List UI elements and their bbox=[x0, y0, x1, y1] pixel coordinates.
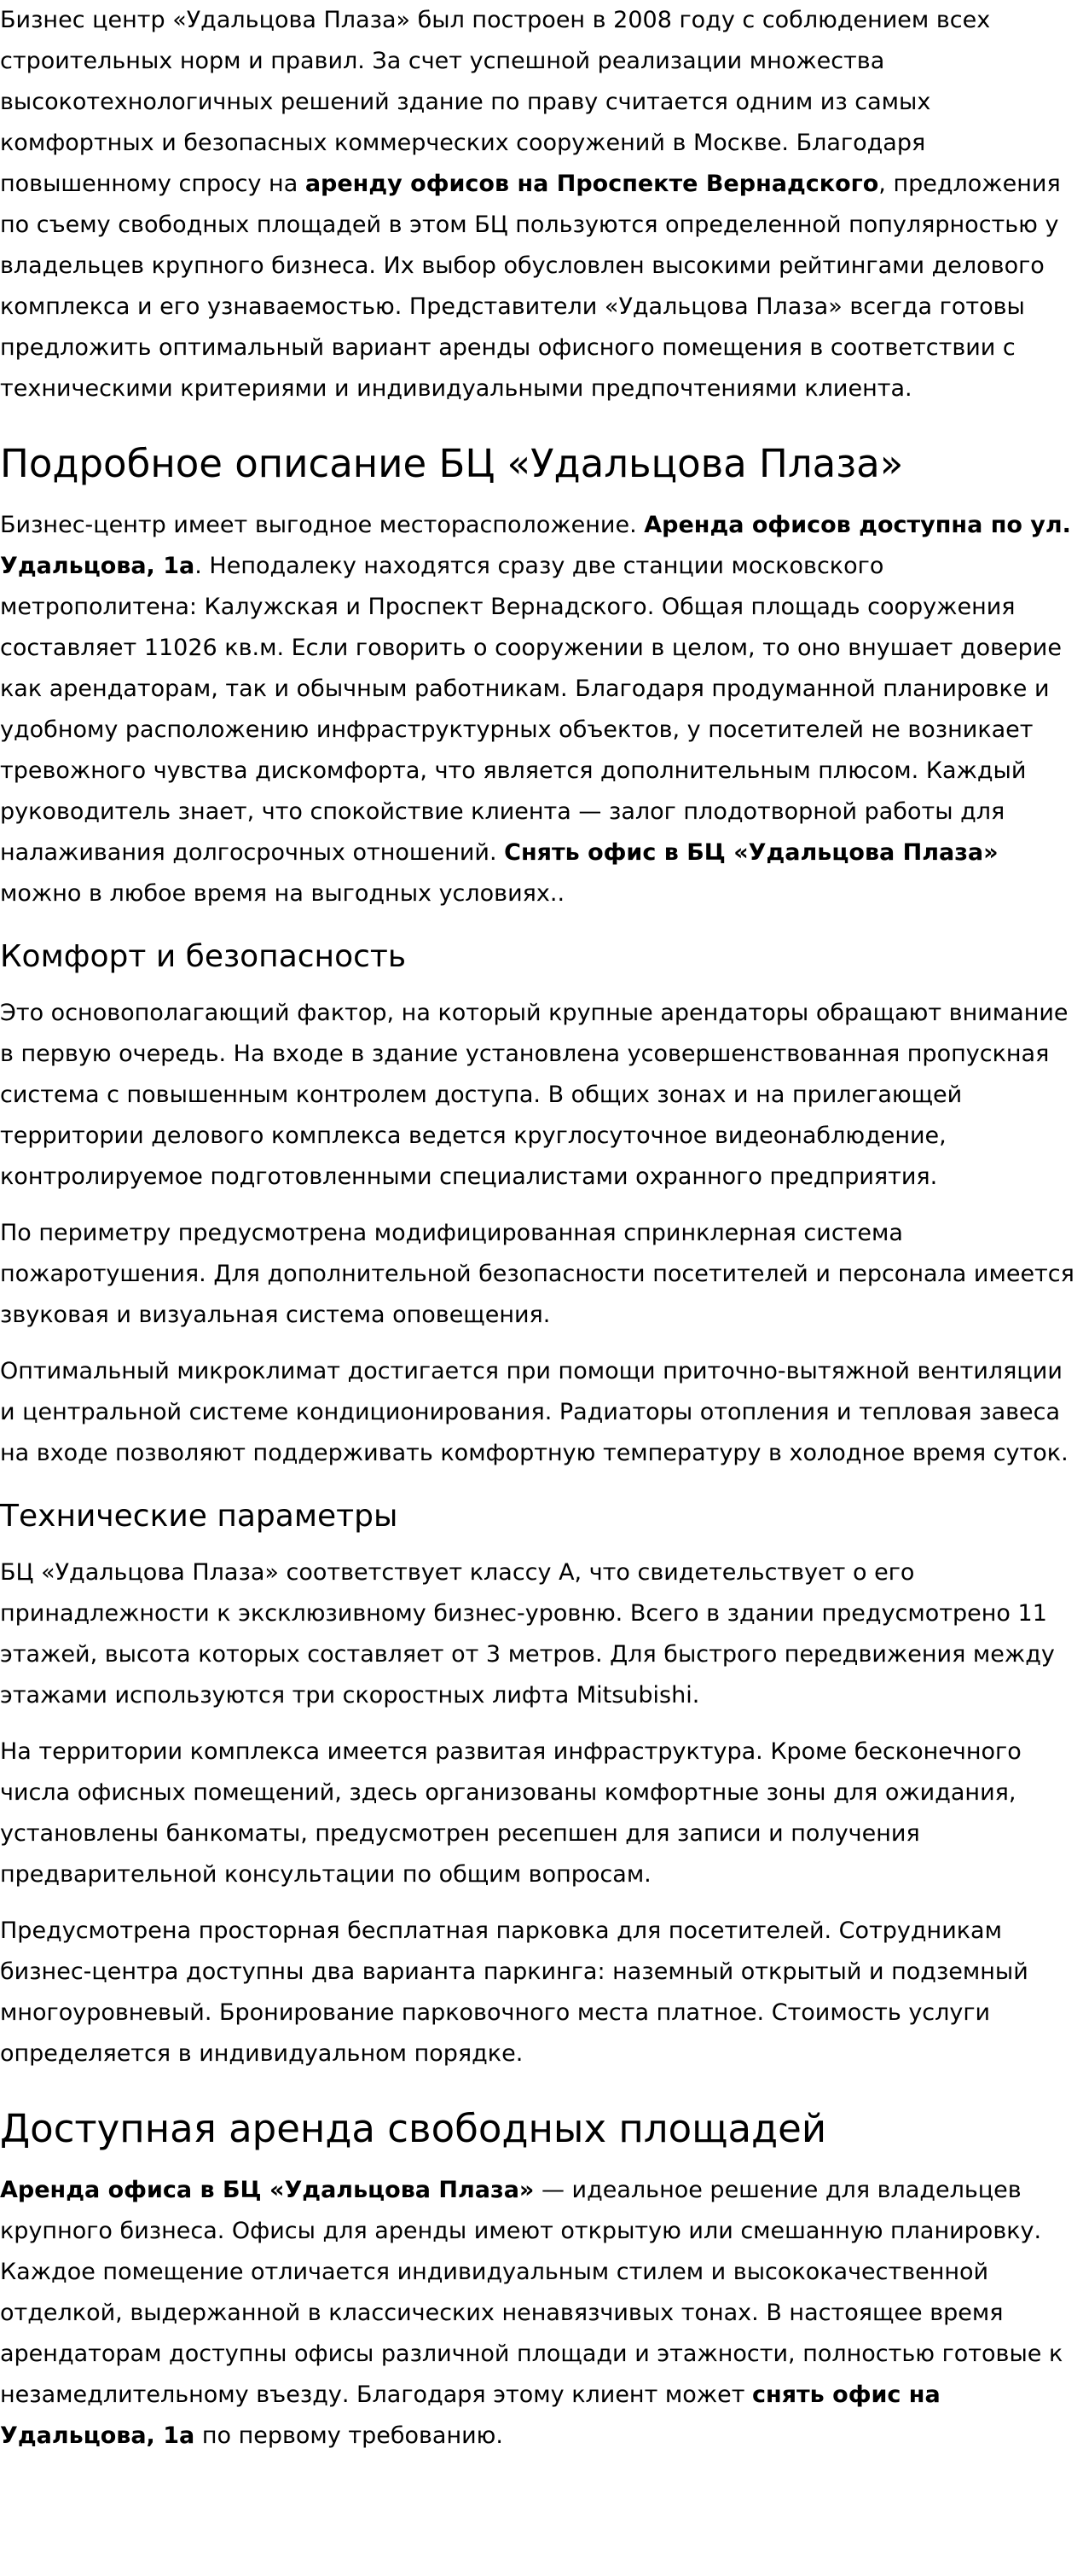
description-text-2: . Неподалеку находятся сразу две станции московского метрополитена: Калужская и Проспект Вернадского. Общая площадь сооружения составляет 11026 кв.м. Если говорить о сооружении в целом, то оно внушает доверие как арендаторам, так и обычным работникам. Благодаря продуманной планировке и удобному расположению инфраструктурных объектов, у посетителей не возникает тревожного чувства дискомфорта, что является дополнительным плюсом. Каждый руководитель знает, что спокойствие клиента — залог плодотворной работы для налаживания долгосрочных отношений. bbox=[0, 553, 1062, 866]
comfort-paragraph-3: Оптимальный микроклимат достигается при помощи приточно-вытяжной вентиляции и центральной системе кондиционирования. Радиаторы отопления и тепловая завеса на входе позволяют поддерживать комфортную температуру в холодное время суток. bbox=[0, 1358, 1069, 1466]
technical-paragraph-2: На территории комплекса имеется развитая инфраструктура. Кроме бесконечного числа офисных помещений, здесь организованы комфортные зоны для ожидания, установлены банкоматы, предусмотрен ресепшен для записи и получения предварительной консультации по общим вопросам. bbox=[0, 1738, 1022, 1888]
intro-text-2: , предложения по съему свободных площадей в этом БЦ пользуются определенной популярностью у владельцев крупного бизнеса. Их выбор обусловлен высокими рейтингами делового комплекса и его узнаваемостью. Представители «Удальцова Плаза» всегда готовы предложить оптимальный вариант аренды офисного помещения в соответствии с техническими критериями и индивидуальными предпочтениями клиента. bbox=[0, 171, 1061, 402]
description-bold-rent: Снять офис в БЦ «Удальцова Плаза» bbox=[504, 839, 999, 866]
comfort-paragraph-2: По периметру предусмотрена модифицированная спринклерная система пожаротушения. Для дополнительной безопасности посетителей и персонала имеется звуковая и визуальная система оповещения. bbox=[0, 1220, 1074, 1328]
intro-bold-rent-offices: аренду офисов на Проспекте Вернадского bbox=[304, 171, 879, 197]
rental-bold-address: снять офис на Удальцова, 1а bbox=[0, 2382, 941, 2449]
technical-paragraph-1: БЦ «Удальцова Плаза» соответствует классу А, что свидетельствует о его принадлежности к эксклюзивному бизнес-уровню. Всего в здании предусмотрено 11 этажей, высота которых составляет от 3 метров. Для быстрого передвижения между этажами используются три скоростных лифта Mitsubishi. bbox=[0, 1559, 1055, 1709]
description-paragraph bbox=[0, 505, 1081, 914]
rental-heading: Доступная аренда свободных площадей bbox=[0, 2106, 827, 2151]
description-heading: Подробное описание БЦ «Удальцова Плаза» bbox=[0, 441, 904, 486]
description-text-3: можно в любое время на выгодных условиях.. bbox=[0, 880, 565, 907]
intro-paragraph bbox=[0, 0, 1081, 409]
comfort-heading: Комфорт и безопасность bbox=[0, 939, 407, 974]
technical-paragraph-3: Предусмотрена просторная бесплатная парковка для посетителей. Сотрудникам бизнес-центра доступны два варианта паркинга: наземный открытый и подземный многоуровневый. Бронирование парковочного места платное. Стоимость услуги определяется в индивидуальном порядке. bbox=[0, 1917, 1028, 2067]
description-text-1: Бизнес-центр имеет выгодное месторасположение. bbox=[0, 512, 645, 538]
rental-paragraph bbox=[0, 2170, 1081, 2457]
intro-text-1: Бизнес центр «Удальцова Плаза» был построен в 2008 году с соблюдением всех строительных норм и правил. За счет успешной реализации множества высокотехнологичных решений здание по праву считается одним из самых комфортных и безопасных коммерческих сооружений в Москве. Благодаря повышенному спросу на bbox=[0, 7, 991, 197]
technical-heading: Технические параметры bbox=[0, 1499, 398, 1534]
rental-text-1: — идеальное решение для владельцев крупного бизнеса. Офисы для аренды имеют открытую или смешанную планировку. Каждое помещение отличается индивидуальным стилем и высококачественной отделкой, выдержанной в классических ненавязчивых тонах. В настоящее время арендаторам доступны офисы различной площади и этажности, полностью готовые к незамедлительному въезду. Благодаря этому клиент может bbox=[0, 2177, 1063, 2408]
rental-text-2: по первому требованию. bbox=[194, 2422, 503, 2449]
comfort-paragraph-1: Это основополагающий фактор, на который крупные арендаторы обращают внимание в первую очередь. На входе в здание установлена усовершенствованная пропускная система с повышенным контролем доступа. В общих зонах и на прилегающей территории делового комплекса ведется круглосуточное видеонаблюдение, контролируемое подготовленными специалистами охранного предприятия. bbox=[0, 1000, 1069, 1190]
description-bold-address: Аренда офисов доступна по ул. Удальцова, 1а bbox=[0, 512, 1071, 579]
rental-bold-rent-office: Аренда офиса в БЦ «Удальцова Плаза» bbox=[0, 2177, 535, 2203]
